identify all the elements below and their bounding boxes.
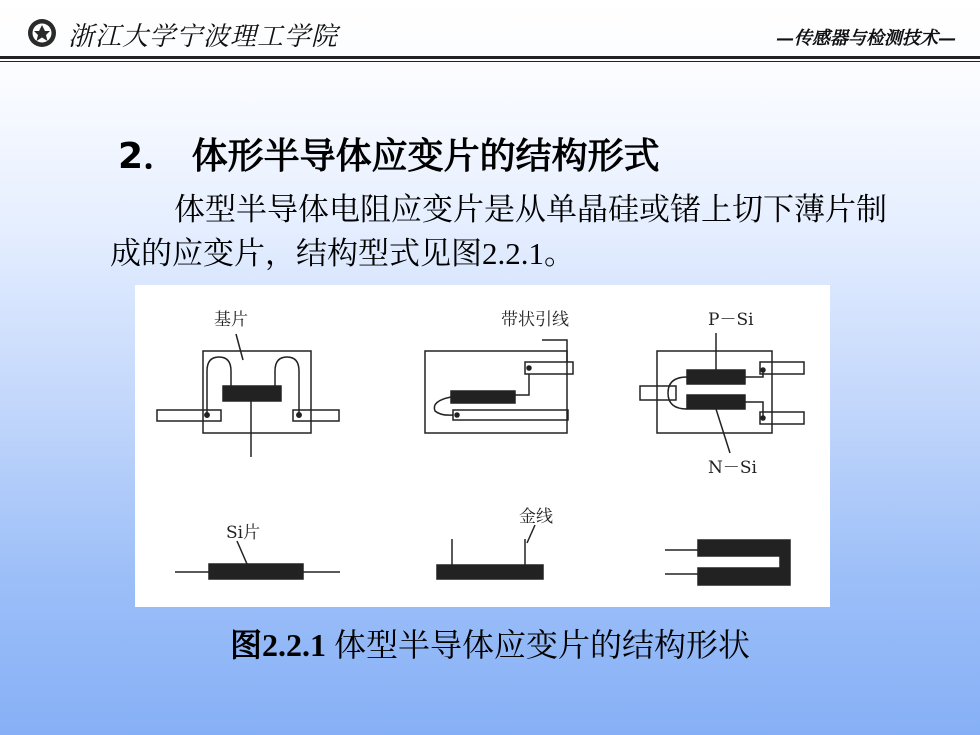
slide-paragraph bbox=[110, 188, 910, 276]
strain-gauge-diagram bbox=[135, 285, 830, 607]
course-name: —传感器与检测技术— bbox=[776, 28, 956, 49]
gauge-structure-2 bbox=[425, 340, 573, 433]
caption-text: 体型半导体应变片的结构形状 bbox=[326, 627, 751, 663]
caption-number: 图2.2.1 bbox=[229, 627, 326, 663]
gauge-structure-5 bbox=[437, 525, 543, 579]
figure-caption bbox=[0, 620, 980, 666]
header-rule-thin bbox=[0, 61, 980, 62]
label-substrate: 基片 bbox=[214, 310, 248, 330]
label-gold-wire: 金线 bbox=[519, 507, 553, 527]
label-p-si: P－Si bbox=[708, 310, 754, 330]
label-si-chip: Si片 bbox=[226, 523, 261, 543]
paragraph-text: 体型半导体电阻应变片是从单晶硅或锗上切下薄片制成的应变片，结构型式见图2.2.1。 bbox=[110, 192, 887, 271]
gauge-structure-1 bbox=[157, 334, 339, 457]
slide-title: 2． 体形半导体应变片的结构形式 bbox=[118, 136, 660, 177]
slide-header bbox=[0, 0, 980, 62]
gauge-structure-4 bbox=[175, 541, 340, 579]
label-n-si: N－Si bbox=[708, 458, 757, 478]
gauge-structure-3 bbox=[640, 333, 804, 453]
structure-figure bbox=[135, 285, 830, 607]
school-name: 浙江大学宁波理工学院 bbox=[68, 22, 339, 52]
university-emblem-icon bbox=[27, 18, 57, 48]
gauge-structure-6 bbox=[665, 540, 790, 585]
label-ribbon-lead: 带状引线 bbox=[501, 310, 569, 330]
header-rule-thick bbox=[0, 56, 980, 59]
